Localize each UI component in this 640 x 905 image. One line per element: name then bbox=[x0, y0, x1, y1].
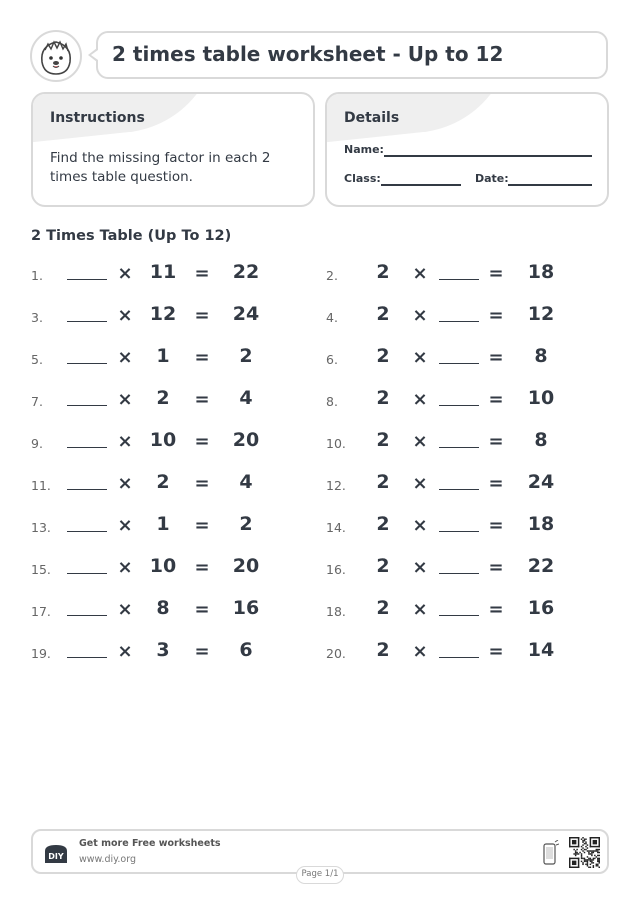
question-number: 14. bbox=[326, 520, 346, 535]
question-number: 12. bbox=[326, 478, 346, 493]
factor-value: 2 bbox=[376, 429, 390, 451]
question-number: 5. bbox=[31, 352, 43, 367]
page-title: 2 times table worksheet - Up to 12 bbox=[112, 42, 504, 66]
times-sign: × bbox=[412, 263, 428, 284]
question-number: 11. bbox=[31, 478, 51, 493]
answer-blank[interactable] bbox=[67, 657, 107, 658]
product-value: 24 bbox=[527, 471, 555, 493]
product-value: 22 bbox=[232, 261, 260, 283]
equals-sign: = bbox=[194, 347, 210, 368]
product-value: 8 bbox=[534, 429, 548, 451]
product-value: 18 bbox=[527, 513, 555, 535]
qr-code-icon[interactable] bbox=[569, 837, 600, 868]
question-row bbox=[326, 638, 586, 668]
product-value: 22 bbox=[527, 555, 555, 577]
diy-logo-icon[interactable] bbox=[43, 843, 69, 865]
product-value: 14 bbox=[527, 639, 555, 661]
equals-sign: = bbox=[488, 515, 504, 536]
question-number: 8. bbox=[326, 394, 338, 409]
times-sign: × bbox=[412, 389, 428, 410]
title-box bbox=[96, 31, 608, 79]
question-number: 20. bbox=[326, 646, 346, 661]
answer-blank[interactable] bbox=[439, 615, 479, 616]
question-number: 4. bbox=[326, 310, 338, 325]
times-sign: × bbox=[412, 305, 428, 326]
instructions-text: Find the missing factor in each 2 times table question. bbox=[50, 150, 271, 185]
factor-value: 3 bbox=[156, 639, 170, 661]
answer-blank[interactable] bbox=[439, 321, 479, 322]
product-value: 4 bbox=[239, 387, 253, 409]
times-sign: × bbox=[117, 473, 133, 494]
question-row bbox=[326, 302, 586, 332]
question-row bbox=[31, 470, 291, 500]
times-sign: × bbox=[117, 557, 133, 578]
instructions-title: Instructions bbox=[50, 110, 145, 126]
times-sign: × bbox=[412, 473, 428, 494]
answer-blank[interactable] bbox=[67, 615, 107, 616]
equals-sign: = bbox=[194, 473, 210, 494]
equals-sign: = bbox=[194, 431, 210, 452]
phone-icon bbox=[543, 840, 559, 866]
equals-sign: = bbox=[194, 305, 210, 326]
equals-sign: = bbox=[488, 389, 504, 410]
factor-value: 1 bbox=[156, 513, 170, 535]
times-sign: × bbox=[117, 599, 133, 620]
equals-sign: = bbox=[194, 641, 210, 662]
product-value: 4 bbox=[239, 471, 253, 493]
question-number: 10. bbox=[326, 436, 346, 451]
times-sign: × bbox=[412, 557, 428, 578]
question-number: 18. bbox=[326, 604, 346, 619]
product-value: 16 bbox=[232, 597, 260, 619]
question-number: 6. bbox=[326, 352, 338, 367]
factor-value: 2 bbox=[376, 639, 390, 661]
equals-sign: = bbox=[488, 347, 504, 368]
question-number: 9. bbox=[31, 436, 43, 451]
times-sign: × bbox=[117, 515, 133, 536]
times-sign: × bbox=[117, 389, 133, 410]
speech-tail-inner bbox=[91, 50, 98, 60]
factor-value: 2 bbox=[376, 345, 390, 367]
question-row bbox=[326, 596, 586, 626]
question-number: 19. bbox=[31, 646, 51, 661]
class-field[interactable] bbox=[381, 184, 461, 186]
factor-value: 2 bbox=[376, 387, 390, 409]
factor-value: 10 bbox=[149, 555, 177, 577]
question-number: 3. bbox=[31, 310, 43, 325]
product-value: 8 bbox=[534, 345, 548, 367]
question-row bbox=[326, 554, 586, 584]
question-row bbox=[31, 638, 291, 668]
question-row bbox=[326, 344, 586, 374]
equals-sign: = bbox=[194, 599, 210, 620]
mascot-avatar-icon bbox=[30, 30, 82, 82]
product-value: 2 bbox=[239, 513, 253, 535]
question-row bbox=[326, 512, 586, 542]
answer-blank[interactable] bbox=[67, 405, 107, 406]
question-row bbox=[31, 260, 291, 290]
section-title: 2 Times Table (Up To 12) bbox=[31, 228, 232, 244]
date-field[interactable] bbox=[508, 184, 592, 186]
times-sign: × bbox=[117, 263, 133, 284]
equals-sign: = bbox=[194, 515, 210, 536]
question-number: 1. bbox=[31, 268, 43, 283]
product-value: 12 bbox=[527, 303, 555, 325]
question-row bbox=[31, 302, 291, 332]
factor-value: 2 bbox=[376, 303, 390, 325]
equals-sign: = bbox=[194, 263, 210, 284]
question-row bbox=[31, 386, 291, 416]
answer-blank[interactable] bbox=[439, 405, 479, 406]
factor-value: 2 bbox=[376, 261, 390, 283]
class-label: Class: bbox=[344, 172, 381, 185]
answer-blank[interactable] bbox=[67, 531, 107, 532]
factor-value: 2 bbox=[376, 513, 390, 535]
times-sign: × bbox=[412, 347, 428, 368]
question-row bbox=[31, 512, 291, 542]
product-value: 20 bbox=[232, 555, 260, 577]
equals-sign: = bbox=[488, 599, 504, 620]
factor-value: 10 bbox=[149, 429, 177, 451]
factor-value: 2 bbox=[376, 471, 390, 493]
answer-blank[interactable] bbox=[439, 363, 479, 364]
factor-value: 2 bbox=[376, 597, 390, 619]
factor-value: 2 bbox=[156, 471, 170, 493]
question-number: 2. bbox=[326, 268, 338, 283]
question-row bbox=[31, 344, 291, 374]
factor-value: 11 bbox=[149, 261, 177, 283]
details-panel bbox=[325, 92, 609, 207]
answer-blank[interactable] bbox=[67, 321, 107, 322]
question-row bbox=[31, 428, 291, 458]
times-sign: × bbox=[117, 641, 133, 662]
times-sign: × bbox=[117, 431, 133, 452]
times-sign: × bbox=[117, 347, 133, 368]
factor-value: 1 bbox=[156, 345, 170, 367]
page-indicator: Page 1/1 bbox=[296, 866, 344, 884]
name-field[interactable] bbox=[384, 155, 592, 157]
factor-value: 12 bbox=[149, 303, 177, 325]
question-number: 13. bbox=[31, 520, 51, 535]
product-value: 16 bbox=[527, 597, 555, 619]
times-sign: × bbox=[412, 515, 428, 536]
answer-blank[interactable] bbox=[67, 279, 107, 280]
factor-value: 8 bbox=[156, 597, 170, 619]
equals-sign: = bbox=[488, 305, 504, 326]
question-number: 16. bbox=[326, 562, 346, 577]
answer-blank[interactable] bbox=[67, 573, 107, 574]
answer-blank[interactable] bbox=[439, 279, 479, 280]
product-value: 10 bbox=[527, 387, 555, 409]
question-number: 17. bbox=[31, 604, 51, 619]
answer-blank[interactable] bbox=[67, 447, 107, 448]
product-value: 18 bbox=[527, 261, 555, 283]
answer-blank[interactable] bbox=[67, 363, 107, 364]
footer-url[interactable]: www.diy.org bbox=[79, 854, 136, 865]
answer-blank[interactable] bbox=[439, 447, 479, 448]
equals-sign: = bbox=[194, 557, 210, 578]
equals-sign: = bbox=[488, 263, 504, 284]
equals-sign: = bbox=[488, 641, 504, 662]
question-row bbox=[31, 596, 291, 626]
answer-blank[interactable] bbox=[67, 489, 107, 490]
answer-blank[interactable] bbox=[439, 489, 479, 490]
question-row bbox=[326, 386, 586, 416]
answer-blank[interactable] bbox=[439, 657, 479, 658]
product-value: 2 bbox=[239, 345, 253, 367]
times-sign: × bbox=[412, 599, 428, 620]
equals-sign: = bbox=[194, 389, 210, 410]
equals-sign: = bbox=[488, 431, 504, 452]
date-label: Date: bbox=[475, 172, 509, 185]
question-number: 7. bbox=[31, 394, 43, 409]
times-sign: × bbox=[412, 641, 428, 662]
details-title: Details bbox=[344, 110, 400, 126]
name-label: Name: bbox=[344, 143, 384, 156]
question-row bbox=[326, 428, 586, 458]
factor-value: 2 bbox=[156, 387, 170, 409]
instructions-panel bbox=[31, 92, 315, 207]
times-sign: × bbox=[117, 305, 133, 326]
product-value: 24 bbox=[232, 303, 260, 325]
footer-title: Get more Free worksheets bbox=[79, 838, 221, 849]
question-row bbox=[31, 554, 291, 584]
question-number: 15. bbox=[31, 562, 51, 577]
equals-sign: = bbox=[488, 557, 504, 578]
answer-blank[interactable] bbox=[439, 573, 479, 574]
product-value: 6 bbox=[239, 639, 253, 661]
equals-sign: = bbox=[488, 473, 504, 494]
question-row bbox=[326, 260, 586, 290]
question-row bbox=[326, 470, 586, 500]
logo-text: DIY bbox=[48, 852, 64, 861]
times-sign: × bbox=[412, 431, 428, 452]
factor-value: 2 bbox=[376, 555, 390, 577]
product-value: 20 bbox=[232, 429, 260, 451]
answer-blank[interactable] bbox=[439, 531, 479, 532]
